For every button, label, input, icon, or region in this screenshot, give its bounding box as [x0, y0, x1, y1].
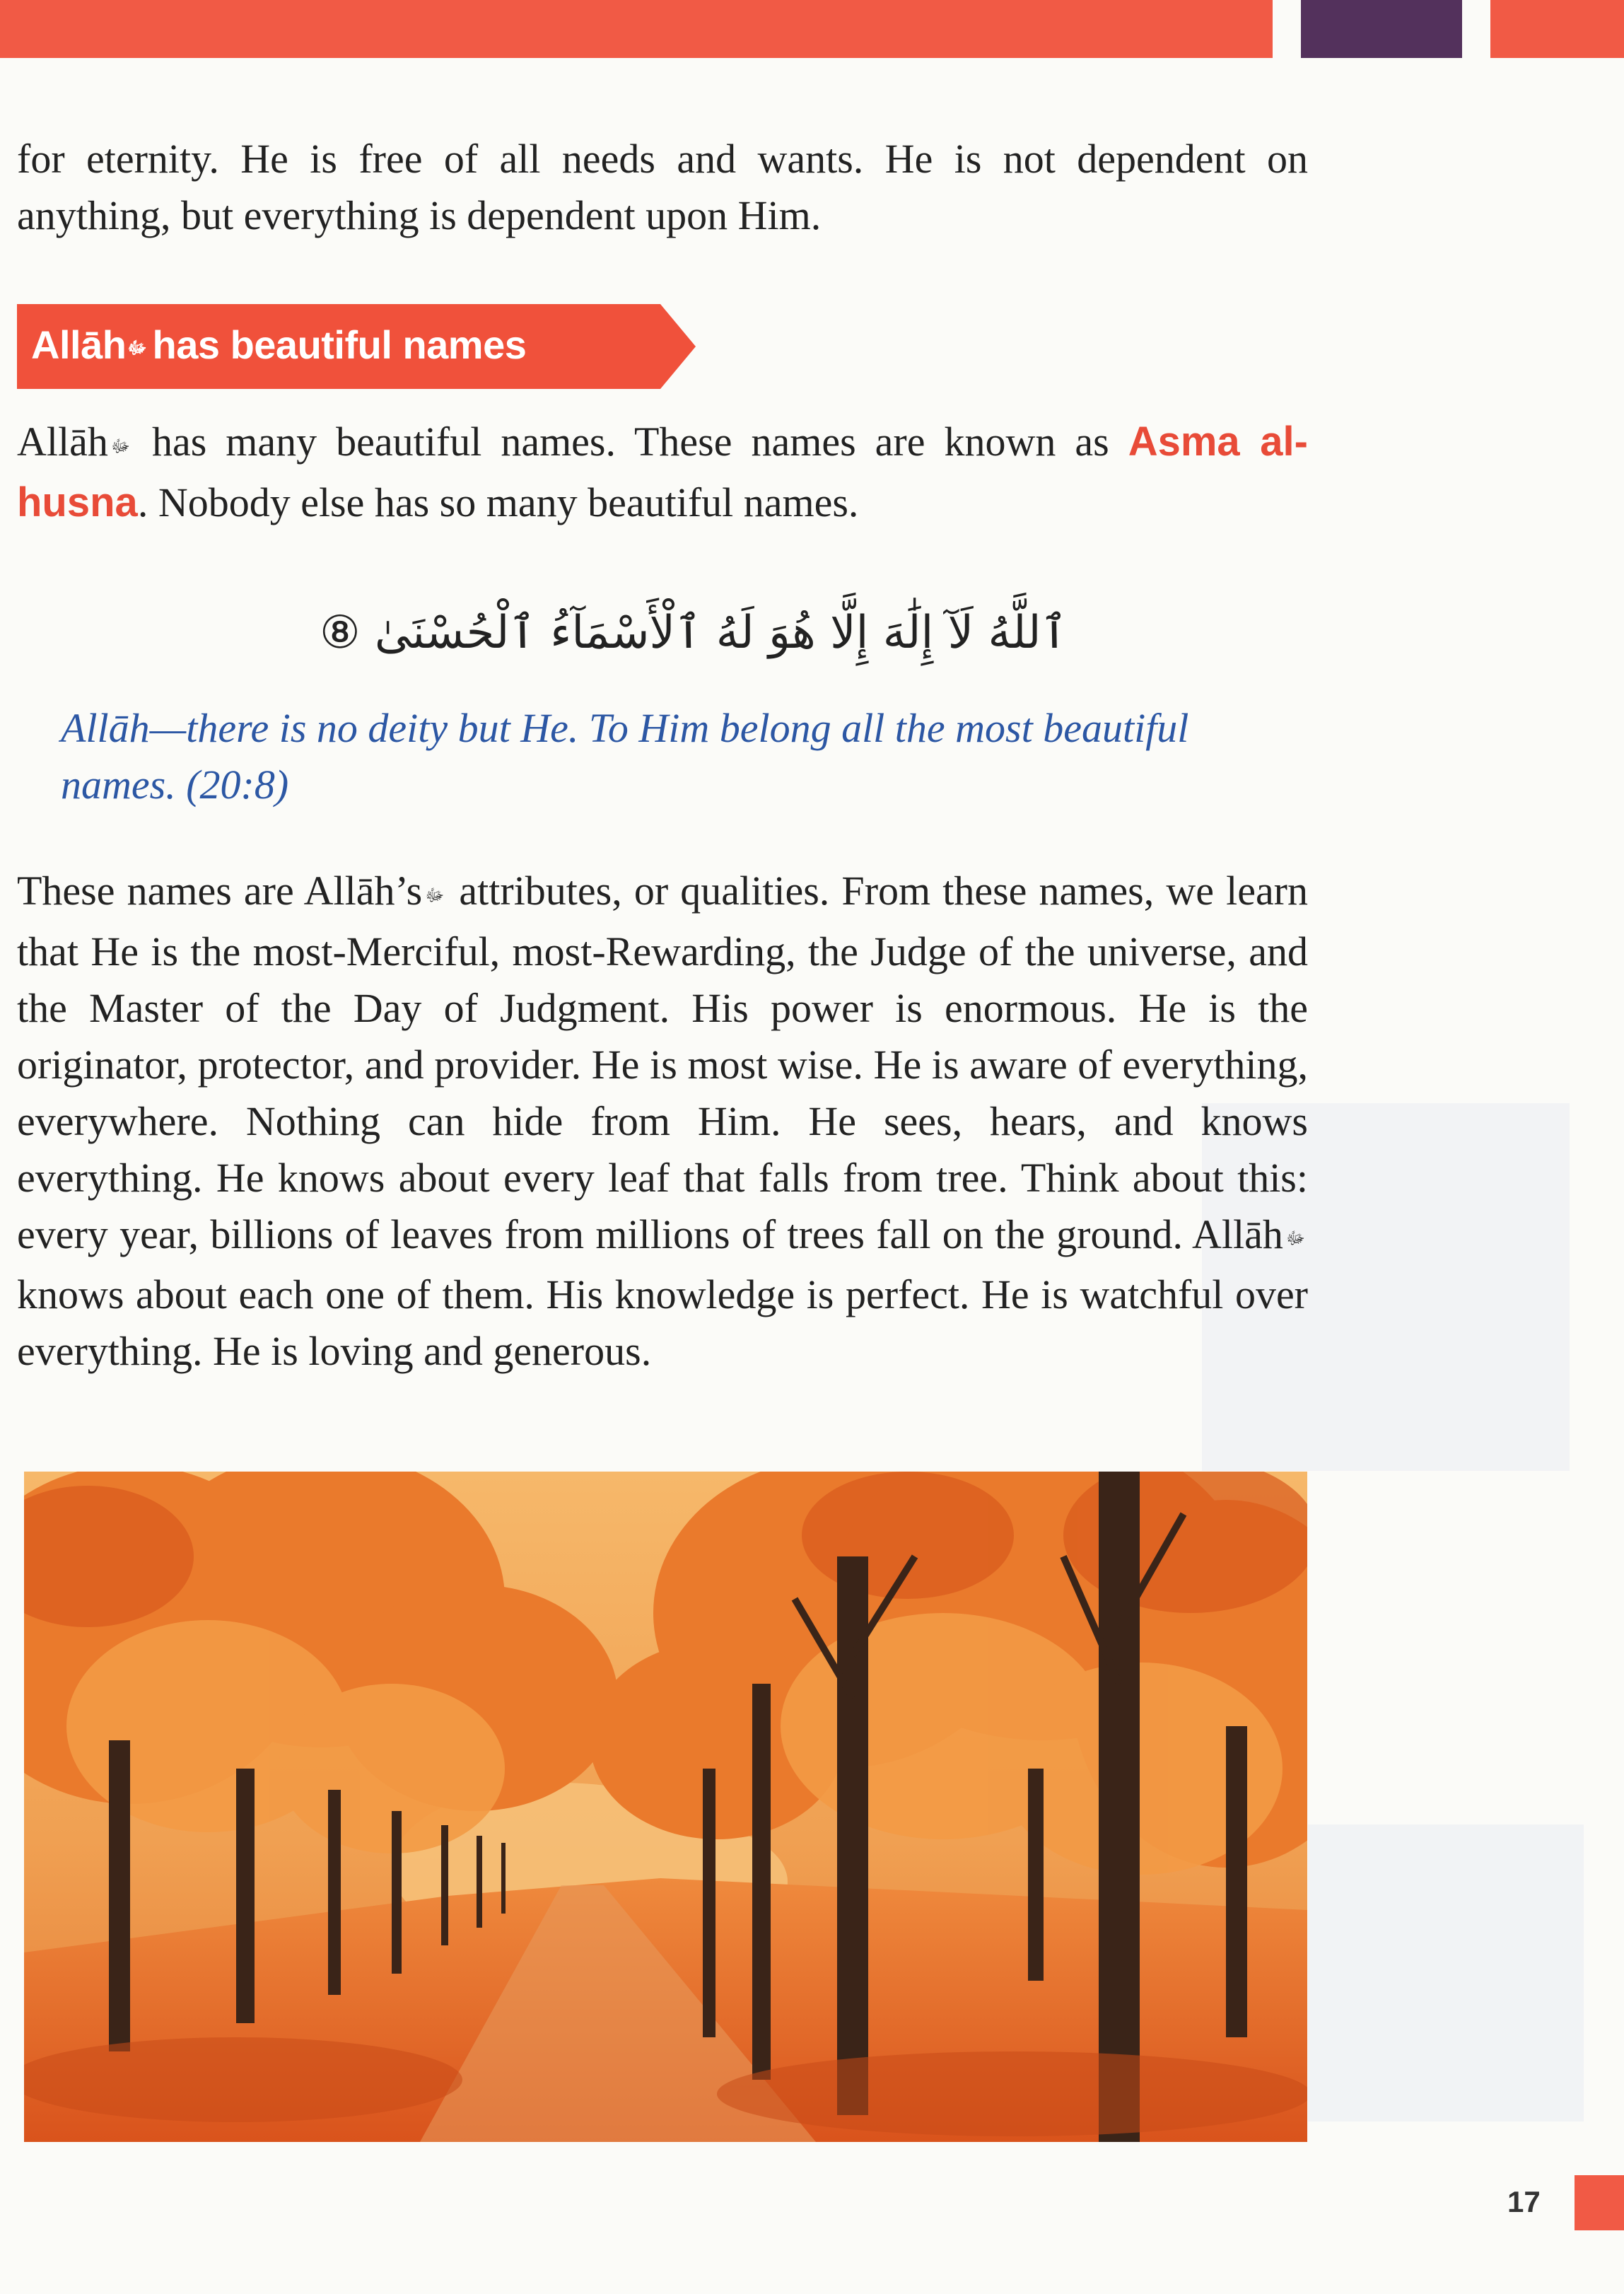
honorific-glyph: ﷻ [110, 436, 130, 456]
highlight-term: Asma al-husna [17, 419, 1308, 525]
section-heading [31, 317, 526, 376]
intro-paragraph: for eternity. He is free of all needs and wants. He is not dependent on anything, but everything is dependent upon Him. [17, 136, 1308, 238]
honorific-glyph: ﷻ [127, 338, 147, 359]
verse-translation: Allāh—there is no deity but He. To Him belong all the most beautiful names. (20:8) [61, 705, 1189, 808]
para1-text: . Nobody else has so many beautiful names. [137, 479, 859, 525]
honorific-glyph: ﷻ [1285, 1228, 1305, 1249]
top-accent-bar [0, 0, 1273, 58]
paragraph-attributes [17, 863, 1308, 1380]
top-right-block [1490, 0, 1624, 58]
para1-text: Allāh [17, 419, 108, 465]
para1-text: has many beautiful names. These names are known as [132, 419, 1128, 465]
paragraph-names [17, 414, 1308, 531]
honorific-glyph: ﷻ [425, 885, 445, 905]
arabic-verse: ٱللَّهُ لَآ إِلَٰهَ إِلَّا هُوَ لَهُ ٱلْأَسْمَآءُ ٱلْحُسْنَىٰ ⑧ [320, 607, 1068, 659]
para2-text: These names are Allāh’s [17, 868, 423, 914]
page-number: 17 [1507, 2185, 1541, 2218]
para2-text: attributes, or qualities. From these names, we learn that He is the most-Merciful, most-Rewarding, the Judge of the universe, and the Master of the Day of Judgment. His power is enormous. He is the originator, protector, and provider. He is most wise. He is aware of everything, everywhere. Nothing can hide from Him. He sees, hears, and knows everything. He knows about every leaf that falls from tree. Think about this: every year, billions of leaves from millions of trees fall on the ground. Allāh [17, 868, 1309, 1257]
bleed-through-shape [1308, 1824, 1584, 2121]
autumn-trees-photo [24, 1472, 1307, 2142]
heading-text-end: has beautiful names [152, 322, 527, 367]
top-purple-block [1301, 0, 1462, 58]
para2-text: knows about each one of them. His knowledge is perfect. He is watchful over everything. He is loving and generous. [17, 1271, 1308, 1375]
heading-text-start: Allāh [31, 322, 127, 367]
page-number-tab [1575, 2175, 1624, 2230]
